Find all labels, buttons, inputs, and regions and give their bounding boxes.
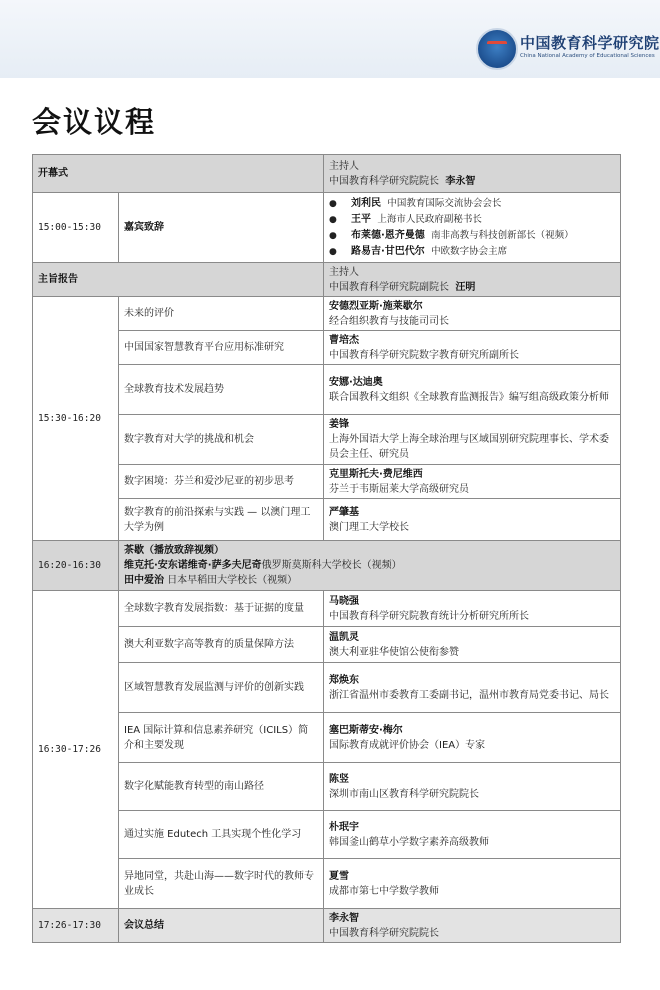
- table-row: [33, 859, 621, 909]
- welcome-speakers: [324, 193, 621, 263]
- break-row: [33, 541, 621, 591]
- talk-speaker: 曹培杰 中国教育科学研究院数字教育研究所副所长: [324, 331, 621, 365]
- opening-host-title: 中国教育科学研究院院长: [329, 175, 439, 187]
- welcome-row: [33, 193, 621, 263]
- session1-time: 15:30-16:20: [33, 297, 119, 541]
- closing-row: [33, 909, 621, 943]
- welcome-label: 嘉宾致辞: [119, 193, 324, 263]
- academy-name-cn: 中国教育科学研究院: [520, 34, 660, 52]
- talk-topic: 异地同堂，共赴山海——数字时代的教师专业成长: [119, 859, 324, 909]
- talk-topic: 数字教育对大学的挑战和机会: [119, 415, 324, 465]
- talk-speaker: 严肇基 澳门理工大学校长: [324, 499, 621, 541]
- keynote-host: [324, 263, 621, 297]
- list-item: ● 王平 上海市人民政府副秘书长: [329, 212, 615, 228]
- keynote-label: 主旨报告: [33, 263, 324, 297]
- talk-speaker: 马晓强 中国教育科学研究院教育统计分析研究所所长: [324, 591, 621, 627]
- talk-topic: 区域智慧教育发展监测与评价的创新实践: [119, 663, 324, 713]
- talk-topic: 全球教育技术发展趋势: [119, 365, 324, 415]
- talk-speaker: 郑焕东 浙江省温州市委教育工委副书记，温州市教育局党委书记、局长: [324, 663, 621, 713]
- talk-speaker: 夏雪 成都市第七中学数学教师: [324, 859, 621, 909]
- opening-host-name: 李永智: [445, 175, 476, 187]
- bullet-icon: ●: [329, 198, 337, 209]
- list-item: ● 刘利民 中国教育国际交流协会会长: [329, 196, 615, 212]
- welcome-time: 15:00-15:30: [33, 193, 119, 263]
- talk-speaker: 安德烈亚斯·施莱歇尔 经合组织教育与技能司司长: [324, 297, 621, 331]
- talk-topic: 数字困境：芬兰和爱沙尼亚的初步思考: [119, 465, 324, 499]
- keynote-host-title: 中国教育科学研究院副院长: [329, 281, 449, 293]
- talk-speaker: 朴珉宇 韩国釜山鹤草小学数字素养高级教师: [324, 811, 621, 859]
- session2-time: 16:30-17:26: [33, 591, 119, 909]
- talk-topic: 数字化赋能教育转型的南山路径: [119, 763, 324, 811]
- talk-topic: 数字教育的前沿探索与实践 — 以澳门理工大学为例: [119, 499, 324, 541]
- opening-host: [324, 155, 621, 193]
- list-item: ● 路易吉·甘巴代尔 中欧数字协会主席: [329, 244, 615, 260]
- talk-topic: 全球数字教育发展指数：基于证据的度量: [119, 591, 324, 627]
- talk-speaker: 姜锋 上海外国语大学上海全球治理与区域国别研究院理事长、学术委员会主任、研究员: [324, 415, 621, 465]
- talk-topic: 未来的评价: [119, 297, 324, 331]
- talk-topic: 通过实施 Edutech 工具实现个性化学习: [119, 811, 324, 859]
- closing-time: 17:26-17:30: [33, 909, 119, 943]
- page-title: 会议议程: [32, 105, 157, 139]
- keynote-host-label: 主持人: [329, 266, 359, 278]
- talk-topic: 澳大利亚数字高等教育的质量保障方法: [119, 627, 324, 663]
- break-time: 16:20-16:30: [33, 541, 119, 591]
- list-item: ● 布莱德·恩齐曼德 南非高教与科技创新部长（视频）: [329, 228, 615, 244]
- keynote-row: [33, 263, 621, 297]
- opening-host-label: 主持人: [329, 160, 359, 172]
- bullet-icon: ●: [329, 214, 337, 225]
- opening-label: 开幕式: [33, 155, 324, 193]
- talk-speaker: 塞巴斯蒂安·梅尔 国际教育成就评价协会（IEA）专家: [324, 713, 621, 763]
- academy-logo-icon: [476, 28, 518, 70]
- bullet-icon: ●: [329, 230, 337, 241]
- break-content: 茶歇（播放致辞视频） 维克托·安东诺维奇·萨多夫尼奇俄罗斯莫斯科大学校长（视频） 田中爱治 日本早稻田大学校长（视频）: [119, 541, 621, 591]
- talk-speaker: 温凯灵 澳大利亚驻华使馆公使衔参赞: [324, 627, 621, 663]
- keynote-host-name: 汪明: [455, 281, 476, 293]
- bullet-icon: ●: [329, 246, 337, 257]
- opening-row: [33, 155, 621, 193]
- table-row: [33, 415, 621, 465]
- agenda-table: [32, 154, 621, 943]
- table-row: [33, 811, 621, 859]
- table-row: [33, 763, 621, 811]
- table-row: [33, 663, 621, 713]
- table-row: [33, 627, 621, 663]
- table-row: [33, 365, 621, 415]
- talk-speaker: 安娜·达迪奥 联合国教科文组织《全球教育监测报告》编写组高级政策分析师: [324, 365, 621, 415]
- talk-topic: IEA 国际计算和信息素养研究（ICILS）简介和主要发现: [119, 713, 324, 763]
- break-line1: 茶歇（播放致辞视频）: [124, 545, 224, 556]
- page-header: [0, 0, 660, 78]
- closing-speaker: 李永智 中国教育科学研究院院长: [324, 909, 621, 943]
- table-row: [33, 591, 621, 627]
- academy-name-en: China National Academy of Educational Sciences: [520, 53, 655, 59]
- closing-label: 会议总结: [119, 909, 324, 943]
- table-row: [33, 499, 621, 541]
- table-row: [33, 465, 621, 499]
- table-row: [33, 713, 621, 763]
- talk-speaker: 克里斯托夫·费尼维西 芬兰于韦斯屈莱大学高级研究员: [324, 465, 621, 499]
- talk-speaker: 陈竖 深圳市南山区教育科学研究院院长: [324, 763, 621, 811]
- table-row: [33, 297, 621, 331]
- talk-topic: 中国国家智慧教育平台应用标准研究: [119, 331, 324, 365]
- table-row: [33, 331, 621, 365]
